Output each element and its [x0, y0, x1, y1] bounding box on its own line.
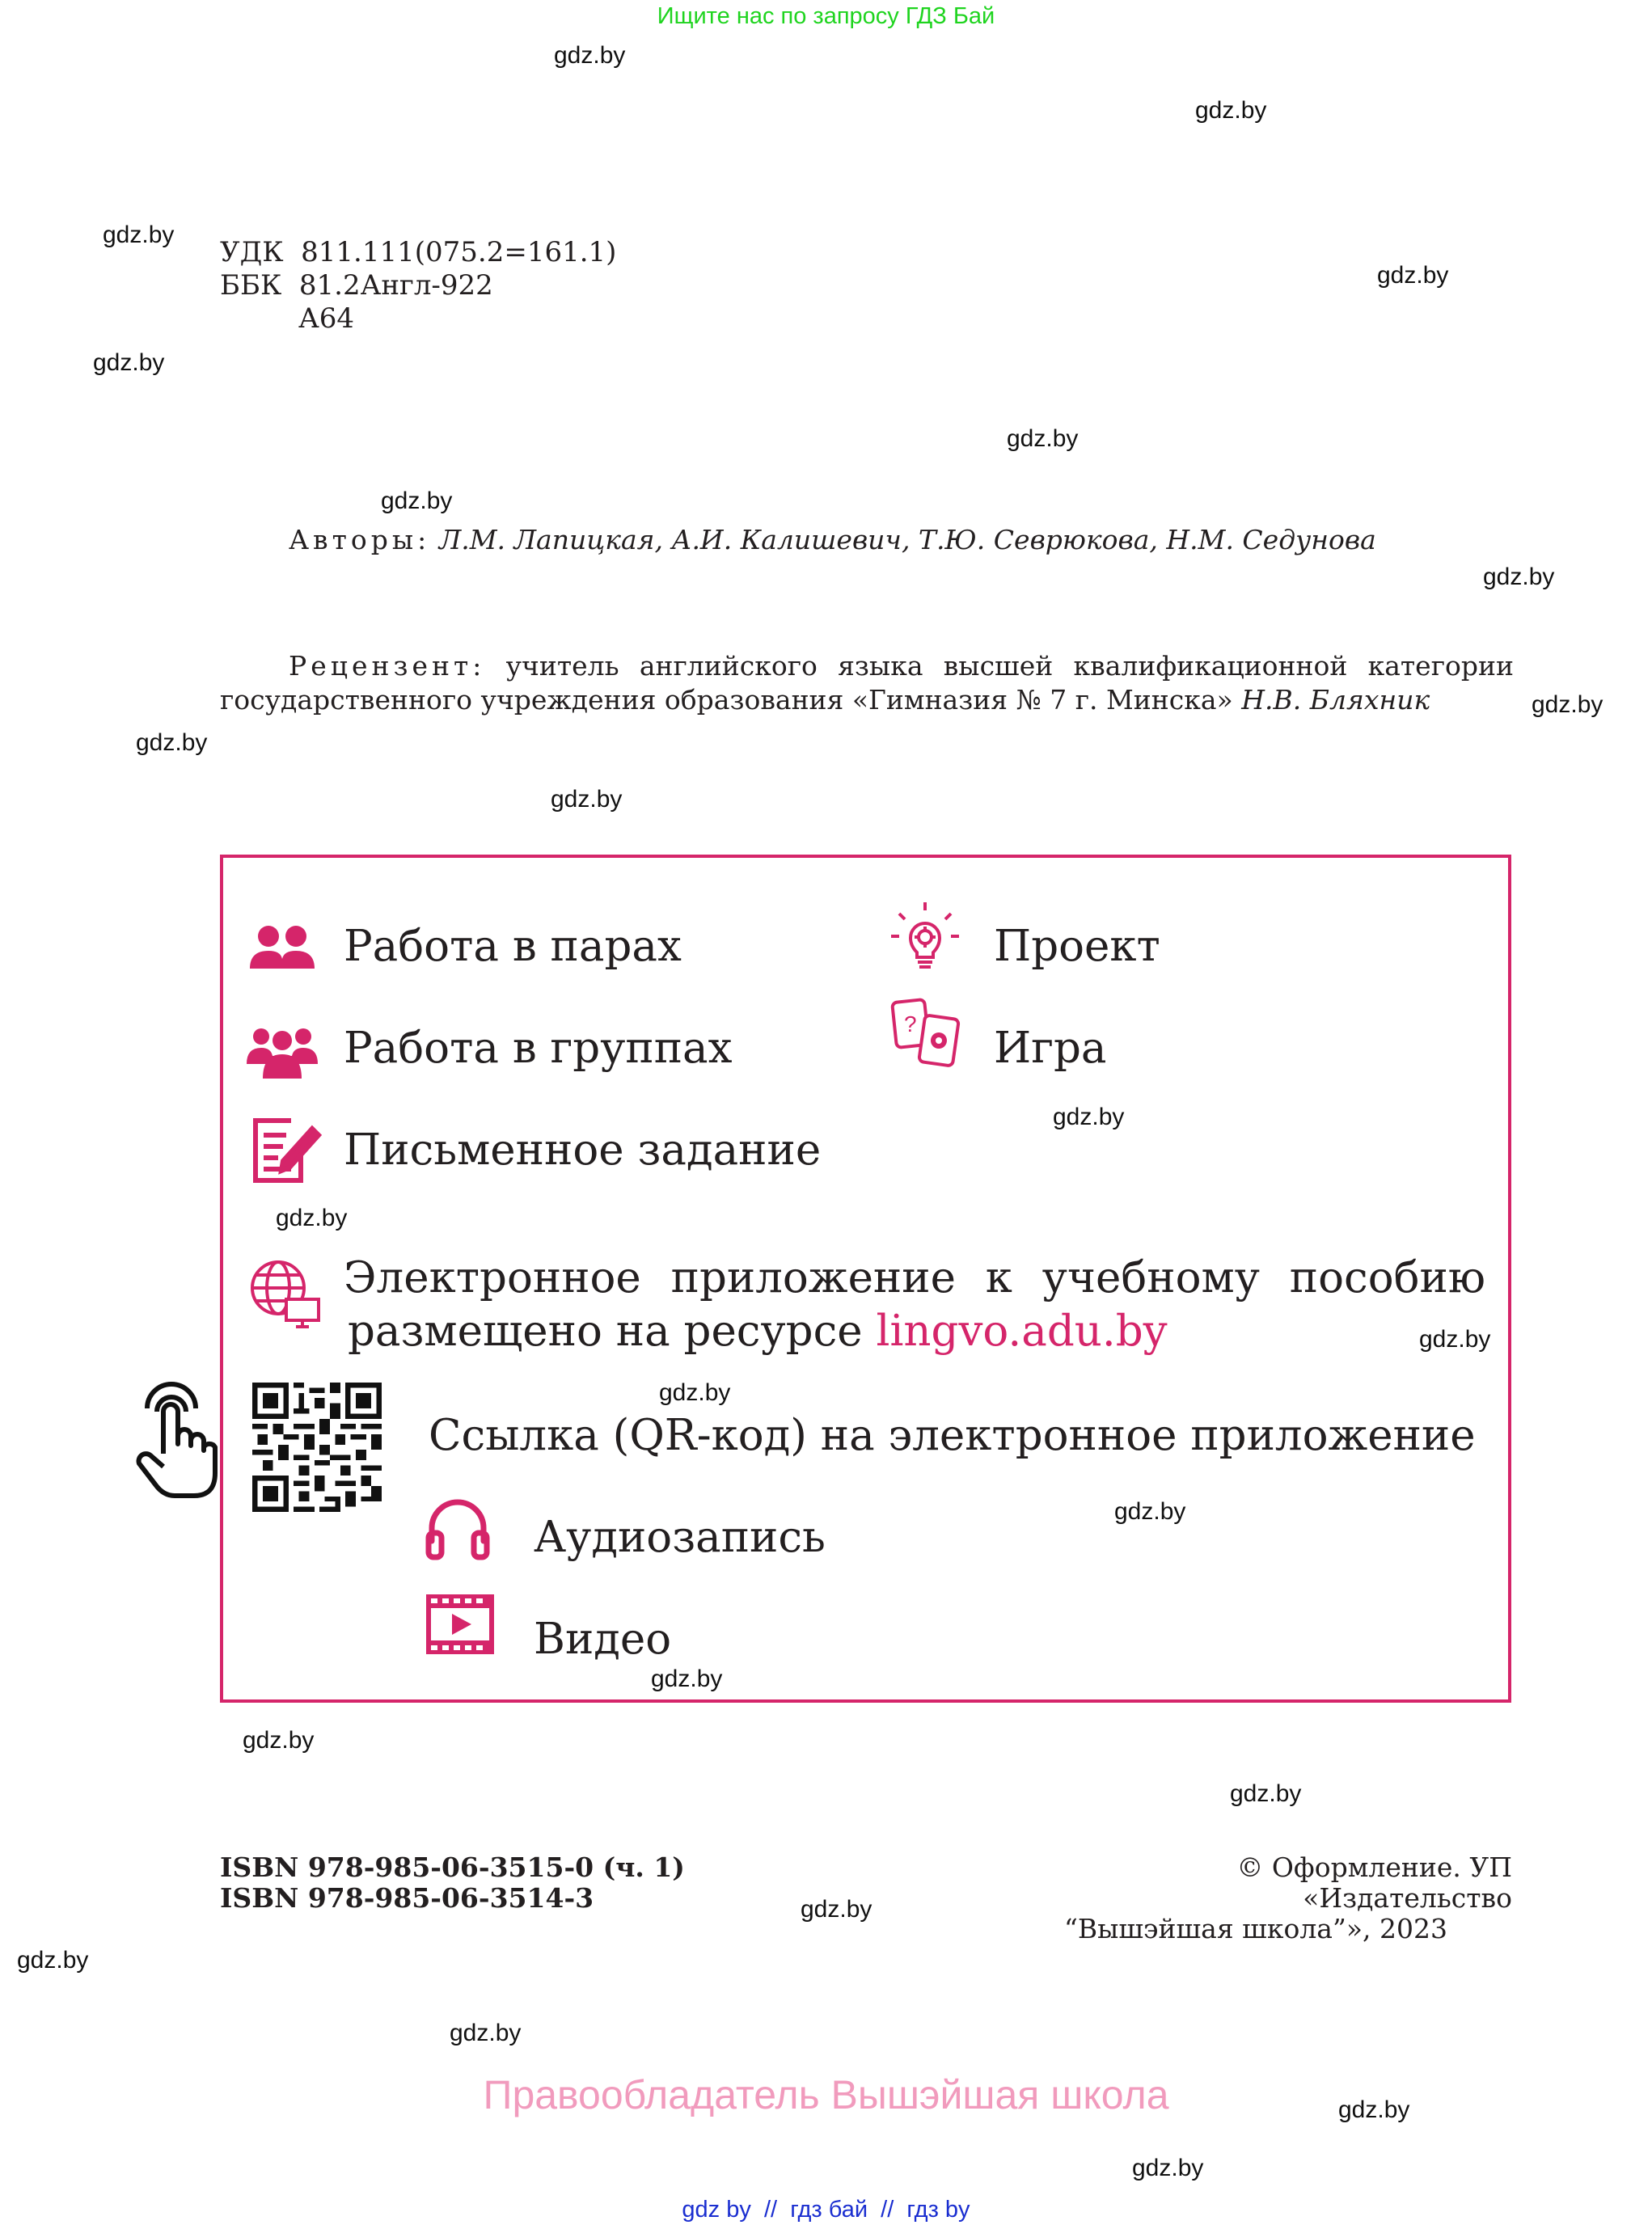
- watermark: gdz.by: [801, 1896, 872, 1923]
- legend-e-supplement-line1: Электронное приложение к учебному пособию: [344, 1253, 1485, 1302]
- watermark: gdz.by: [381, 488, 453, 514]
- rights-holder: Правообладатель Вышэйшая школа: [483, 2072, 1169, 2117]
- written-task-icon: [247, 1114, 322, 1188]
- watermark: gdz.by: [1114, 1498, 1186, 1525]
- legend-group-work: Работа в группах: [344, 1024, 733, 1073]
- watermark: gdz.by: [1053, 1104, 1125, 1130]
- watermark: gdz.by: [1230, 1780, 1302, 1807]
- copyright-line1: © Оформление. УП «Издательство: [1236, 1851, 1512, 1914]
- pair-people-icon: [245, 912, 319, 986]
- watermark: gdz.by: [93, 349, 165, 376]
- copyright-line2: “Вышэйшая школа”», 2023: [1063, 1913, 1447, 1944]
- watermark: gdz.by: [243, 1727, 315, 1754]
- watermark: gdz.by: [1377, 262, 1449, 289]
- legend-pair-work: Работа в парах: [344, 922, 682, 971]
- udk-code: УДК 811.111(075.2=161.1): [220, 236, 617, 268]
- author-mark: А64: [298, 302, 355, 335]
- watermark: gdz.by: [659, 1379, 731, 1406]
- bbk-code: ББК 81.2Англ-922: [220, 269, 493, 302]
- watermark: gdz.by: [450, 2020, 522, 2046]
- watermark: gdz.by: [1338, 2096, 1410, 2123]
- top-banner[interactable]: Ищите нас по запросу ГДЗ Бай: [657, 3, 995, 29]
- watermark: gdz.by: [1007, 425, 1079, 452]
- reviewer-text: учитель английского языка высшей квалификационной категории государственного учреждения образования «Гимназия № 7 г. Минска»: [220, 650, 1514, 716]
- watermark: gdz.by: [1195, 97, 1267, 124]
- legend-qr-link: Ссылка (QR-код) на электронное приложение: [429, 1411, 1476, 1460]
- reviewer-block: [220, 649, 1514, 717]
- watermark: gdz.by: [1532, 691, 1603, 718]
- globe-monitor-icon: [247, 1257, 322, 1332]
- reviewer-label: Рецензент:: [289, 650, 486, 682]
- watermark: gdz.by: [17, 1947, 89, 1974]
- watermark: gdz.by: [551, 786, 623, 813]
- e-supplement-link[interactable]: lingvo.adu.by: [876, 1307, 1168, 1356]
- watermark: gdz.by: [554, 42, 626, 69]
- film-icon: [423, 1588, 497, 1662]
- headphones-icon: [420, 1491, 495, 1565]
- lightbulb-icon: [888, 899, 962, 973]
- watermark: gdz.by: [651, 1666, 723, 1692]
- reviewer-name: Н.В. Бляхник: [1241, 684, 1430, 716]
- svg-text:?: ?: [904, 1011, 917, 1037]
- copyright-block: [1035, 1852, 1512, 1944]
- watermark: gdz.by: [1483, 564, 1555, 590]
- legend-written-task: Письменное задание: [344, 1125, 822, 1175]
- authors-label: Авторы:: [289, 524, 431, 555]
- watermark: gdz.by: [136, 729, 208, 756]
- legend-audio: Аудиозапись: [534, 1513, 826, 1562]
- e-supplement-text: размещено на ресурсе: [348, 1307, 863, 1356]
- isbn-block: [220, 1852, 685, 1914]
- watermark: gdz.by: [103, 222, 175, 248]
- authors-line: [289, 524, 1376, 555]
- watermark: gdz.by: [1132, 2155, 1204, 2181]
- tap-hand-icon: [131, 1379, 220, 1501]
- qr-code-icon[interactable]: [252, 1383, 382, 1512]
- isbn-line1: ISBN 978-985-06-3515-0 (ч. 1): [220, 1851, 685, 1883]
- authors-names: Л.М. Лапицкая, А.И. Калишевич, Т.Ю. Севрюкова, Н.М. Седунова: [438, 524, 1376, 555]
- game-cards-icon: [889, 996, 964, 1070]
- legend-project: Проект: [994, 922, 1160, 971]
- footer-links[interactable]: gdz by // гдз бай // гдз by: [682, 2197, 970, 2223]
- legend-video: Видео: [534, 1615, 672, 1664]
- legend-game: Игра: [994, 1024, 1107, 1073]
- watermark: gdz.by: [276, 1205, 348, 1231]
- group-people-icon: [245, 1014, 319, 1088]
- legend-e-supplement-line2: [348, 1307, 1168, 1356]
- watermark: gdz.by: [1419, 1326, 1491, 1353]
- isbn-line2: ISBN 978-985-06-3514-3: [220, 1882, 594, 1914]
